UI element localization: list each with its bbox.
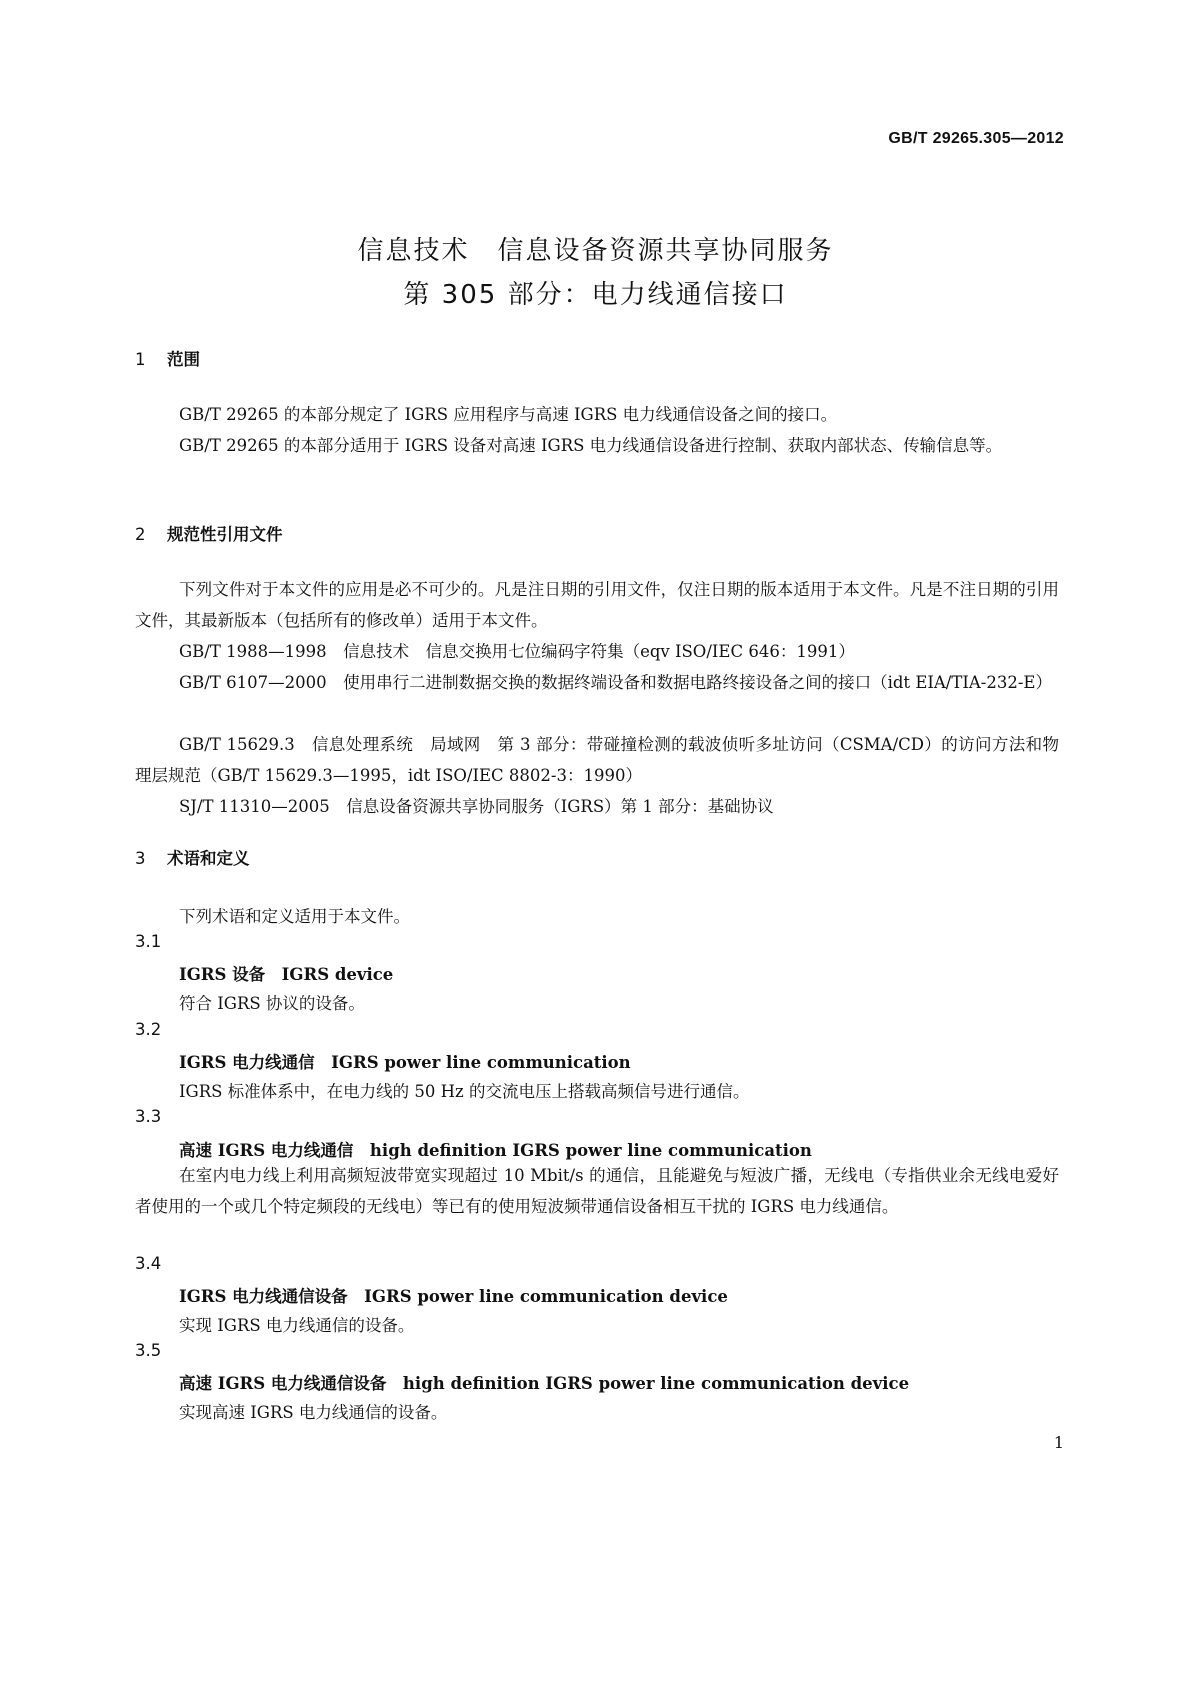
- reference-item: GB/T 1988—1998 信息技术 信息交换用七位编码字符集（eqv ISO/IEC 646：1991）: [179, 642, 855, 661]
- section-title: 术语和定义: [167, 849, 250, 868]
- document-title-line1: 信息技术 信息设备资源共享协同服务: [357, 236, 834, 266]
- section-1-paragraph-1: GB/T 29265 的本部分规定了 IGRS 应用程序与高速 IGRS 电力线通信设备之间的接口。: [179, 405, 838, 424]
- reference-item: GB/T 15629.3 信息处理系统 局域网 第 3 部分：带碰撞检测的载波侦听多址访问（CSMA/CD）的访问方法和物理层规范（GB/T 15629.3—1995，idt ISO/IEC 8802-3：1990）: [135, 735, 1059, 785]
- term-title: 高速 IGRS 电力线通信 high definition IGRS power line communication: [179, 1141, 812, 1160]
- section-3-heading: [135, 845, 250, 869]
- term-definition: 符合 IGRS 协议的设备。: [179, 994, 365, 1013]
- section-title: 范围: [167, 350, 200, 369]
- document-title-line2: 第 305 部分：电力线通信接口: [403, 280, 788, 310]
- section-2-intro: 下列文件对于本文件的应用是必不可少的。凡是注日期的引用文件，仅注日期的版本适用于本文件。凡是不注日期的引用文件，其最新版本（包括所有的修改单）适用于本文件。: [135, 580, 1059, 630]
- section-title: 规范性引用文件: [167, 525, 283, 544]
- section-1-paragraph-2: GB/T 29265 的本部分适用于 IGRS 设备对高速 IGRS 电力线通信设备进行控制、获取内部状态、传输信息等。: [179, 436, 1003, 455]
- term-number: 3.4: [135, 1254, 162, 1273]
- term-definition: 实现 IGRS 电力线通信的设备。: [179, 1316, 415, 1335]
- page-number: 1: [1053, 1433, 1064, 1452]
- term-number: 3.3: [135, 1107, 162, 1126]
- term-title: IGRS 电力线通信设备 IGRS power line communication device: [179, 1287, 728, 1306]
- reference-item: SJ/T 11310—2005 信息设备资源共享协同服务（IGRS）第 1 部分：基础协议: [179, 797, 774, 816]
- term-definition: IGRS 标准体系中，在电力线的 50 Hz 的交流电压上搭载高频信号进行通信。: [179, 1082, 750, 1101]
- term-title: IGRS 电力线通信 IGRS power line communication: [179, 1053, 631, 1072]
- section-number: 2: [135, 525, 146, 544]
- section-number: 3: [135, 849, 146, 868]
- document-number: GB/T 29265.305—2012: [888, 130, 1064, 147]
- term-number: 3.1: [135, 932, 162, 951]
- term-definition: 在室内电力线上利用高频短波带宽实现超过 10 Mbit/s 的通信，且能避免与短波广播，无线电（专指供业余无线电爱好者使用的一个或几个特定频段的无线电）等已有的使用短波频带通信设备相互干扰的 IGRS 电力线通信。: [135, 1166, 1059, 1216]
- term-title: IGRS 设备 IGRS device: [179, 965, 394, 984]
- section-3-intro: 下列术语和定义适用于本文件。: [179, 907, 410, 926]
- reference-item: GB/T 6107—2000 使用串行二进制数据交换的数据终端设备和数据电路终接设备之间的接口（idt EIA/TIA-232-E）: [179, 673, 1052, 692]
- section-2-heading: [135, 521, 283, 545]
- section-1-heading: [135, 346, 200, 370]
- term-number: 3.2: [135, 1020, 162, 1039]
- term-number: 3.5: [135, 1341, 162, 1360]
- term-title: 高速 IGRS 电力线通信设备 high definition IGRS power line communication device: [179, 1374, 910, 1393]
- section-number: 1: [135, 350, 146, 369]
- term-definition: 实现高速 IGRS 电力线通信的设备。: [179, 1403, 448, 1422]
